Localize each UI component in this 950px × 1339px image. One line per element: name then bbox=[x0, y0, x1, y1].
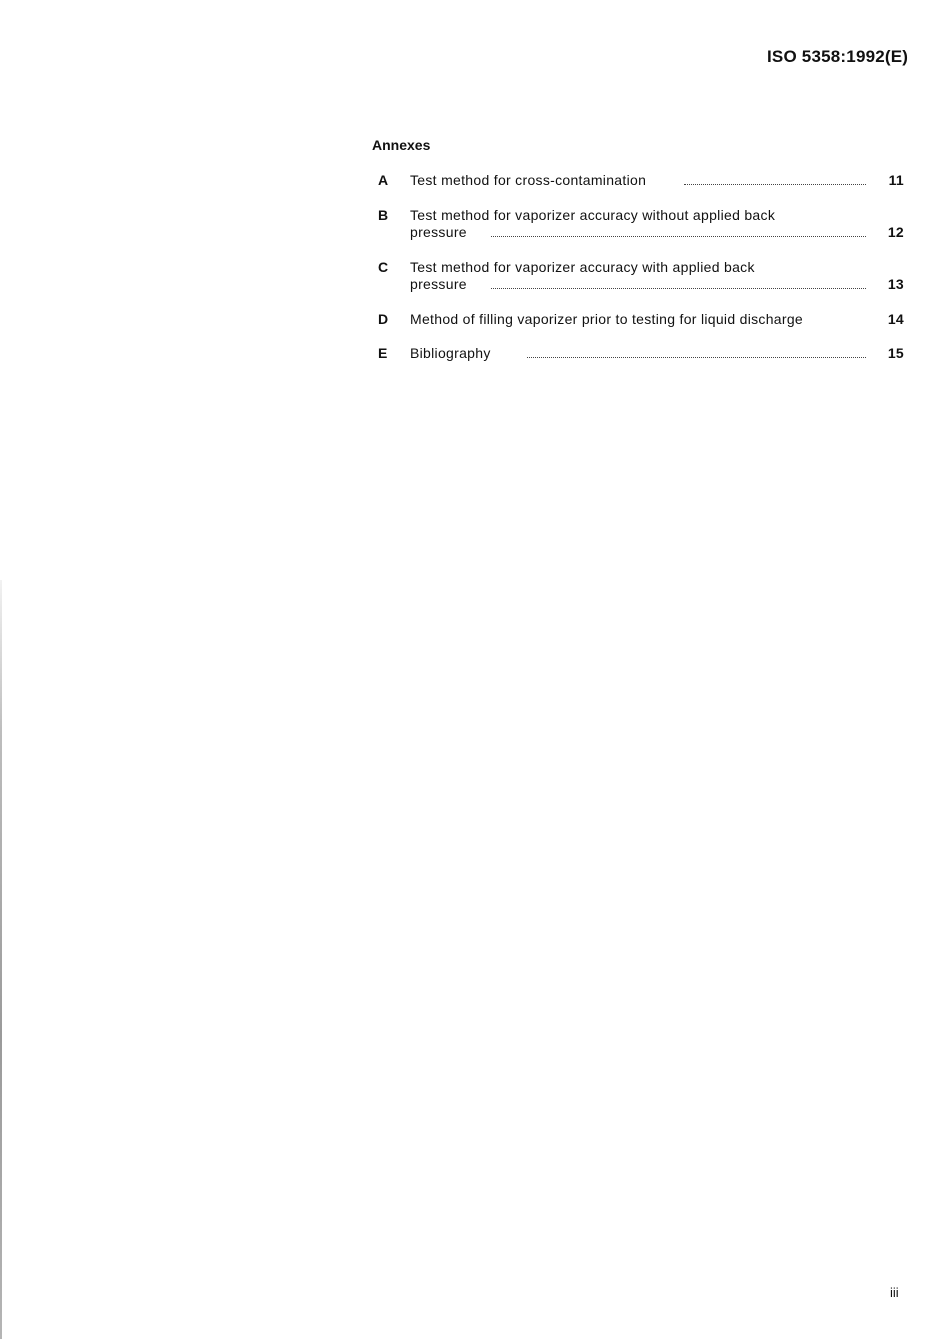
leader-dots bbox=[527, 346, 866, 358]
leader-dots bbox=[684, 173, 866, 185]
leader-dots bbox=[491, 225, 866, 237]
annex-title-line-2: pressure bbox=[410, 224, 467, 240]
annex-title-line-1: Test method for vaporizer accuracy with applied back bbox=[410, 259, 755, 275]
annex-letter: E bbox=[378, 345, 388, 361]
annex-entry-a[interactable] bbox=[372, 172, 904, 189]
section-title: Annexes bbox=[372, 137, 431, 153]
scan-edge bbox=[0, 580, 2, 1339]
leader-dots bbox=[491, 277, 866, 289]
annex-entry-c[interactable] bbox=[372, 259, 904, 293]
annex-entry-e[interactable] bbox=[372, 345, 904, 362]
annex-page: 13 bbox=[887, 276, 904, 292]
annex-title-line-1: Test method for vaporizer accuracy without applied back bbox=[410, 207, 776, 223]
annex-page: 14 bbox=[887, 311, 904, 327]
annex-page: 15 bbox=[887, 345, 904, 361]
annex-letter: C bbox=[378, 259, 389, 275]
annex-title-line-2: pressure bbox=[410, 276, 467, 292]
annex-page: 12 bbox=[887, 224, 904, 240]
annex-letter: B bbox=[378, 207, 389, 223]
annex-title: Test method for cross-contamination bbox=[410, 172, 647, 188]
annex-entry-d[interactable] bbox=[372, 311, 904, 328]
page-number: iii bbox=[890, 1285, 899, 1300]
annex-letter: D bbox=[378, 311, 389, 327]
annex-page: 11 bbox=[888, 172, 904, 188]
annex-title: Method of filling vaporizer prior to testing for liquid discharge bbox=[410, 311, 804, 327]
annex-entry-b[interactable] bbox=[372, 207, 904, 241]
document-id: ISO 5358:1992(E) bbox=[767, 47, 909, 66]
annex-letter: A bbox=[378, 172, 389, 188]
annex-title: Bibliography bbox=[410, 345, 491, 361]
